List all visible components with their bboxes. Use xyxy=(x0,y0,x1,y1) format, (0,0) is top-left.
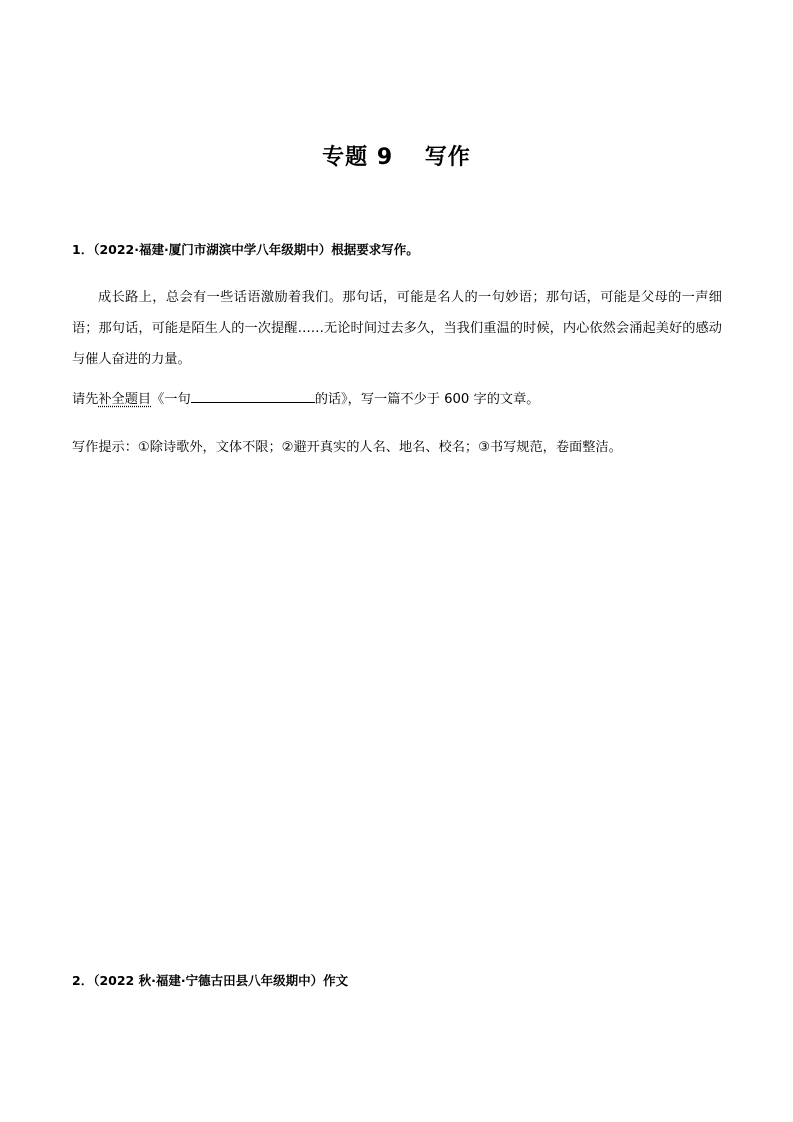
title-blank xyxy=(191,389,315,403)
page-title: 专题 9 写作 xyxy=(322,145,471,170)
question-2-header: 2．（2022 秋·福建·宁德古田县八年级期中）作文 xyxy=(72,973,349,988)
question-1-prompt xyxy=(72,388,539,407)
prompt-emphasis: 补全题目 xyxy=(98,392,152,407)
prompt-text-3: 的话》，写一篇不少于 600 字的文章。 xyxy=(314,392,540,407)
question-1-hint: 写作提示：①除诗歌外，文体不限；②避开真实的人名、地名、校名；③书写规范，卷面整洁。 xyxy=(72,440,622,455)
question-1-header: 1．（2022·福建·厦门市湖滨中学八年级期中）根据要求写作。 xyxy=(72,242,419,257)
prompt-text-1: 请先 xyxy=(72,392,99,407)
prompt-text-2: 《一句 xyxy=(151,392,191,407)
question-1-paragraph: 成长路上，总会有一些话语激励着我们。那句话，可能是名人的一句妙语；那句话，可能是父母的一声细语；那句话，可能是陌生人的一次提醒……无论时间过去多久，当我们重温的时候，内心依然会涌起美好的感动与催人奋进的力量。 xyxy=(72,290,722,367)
